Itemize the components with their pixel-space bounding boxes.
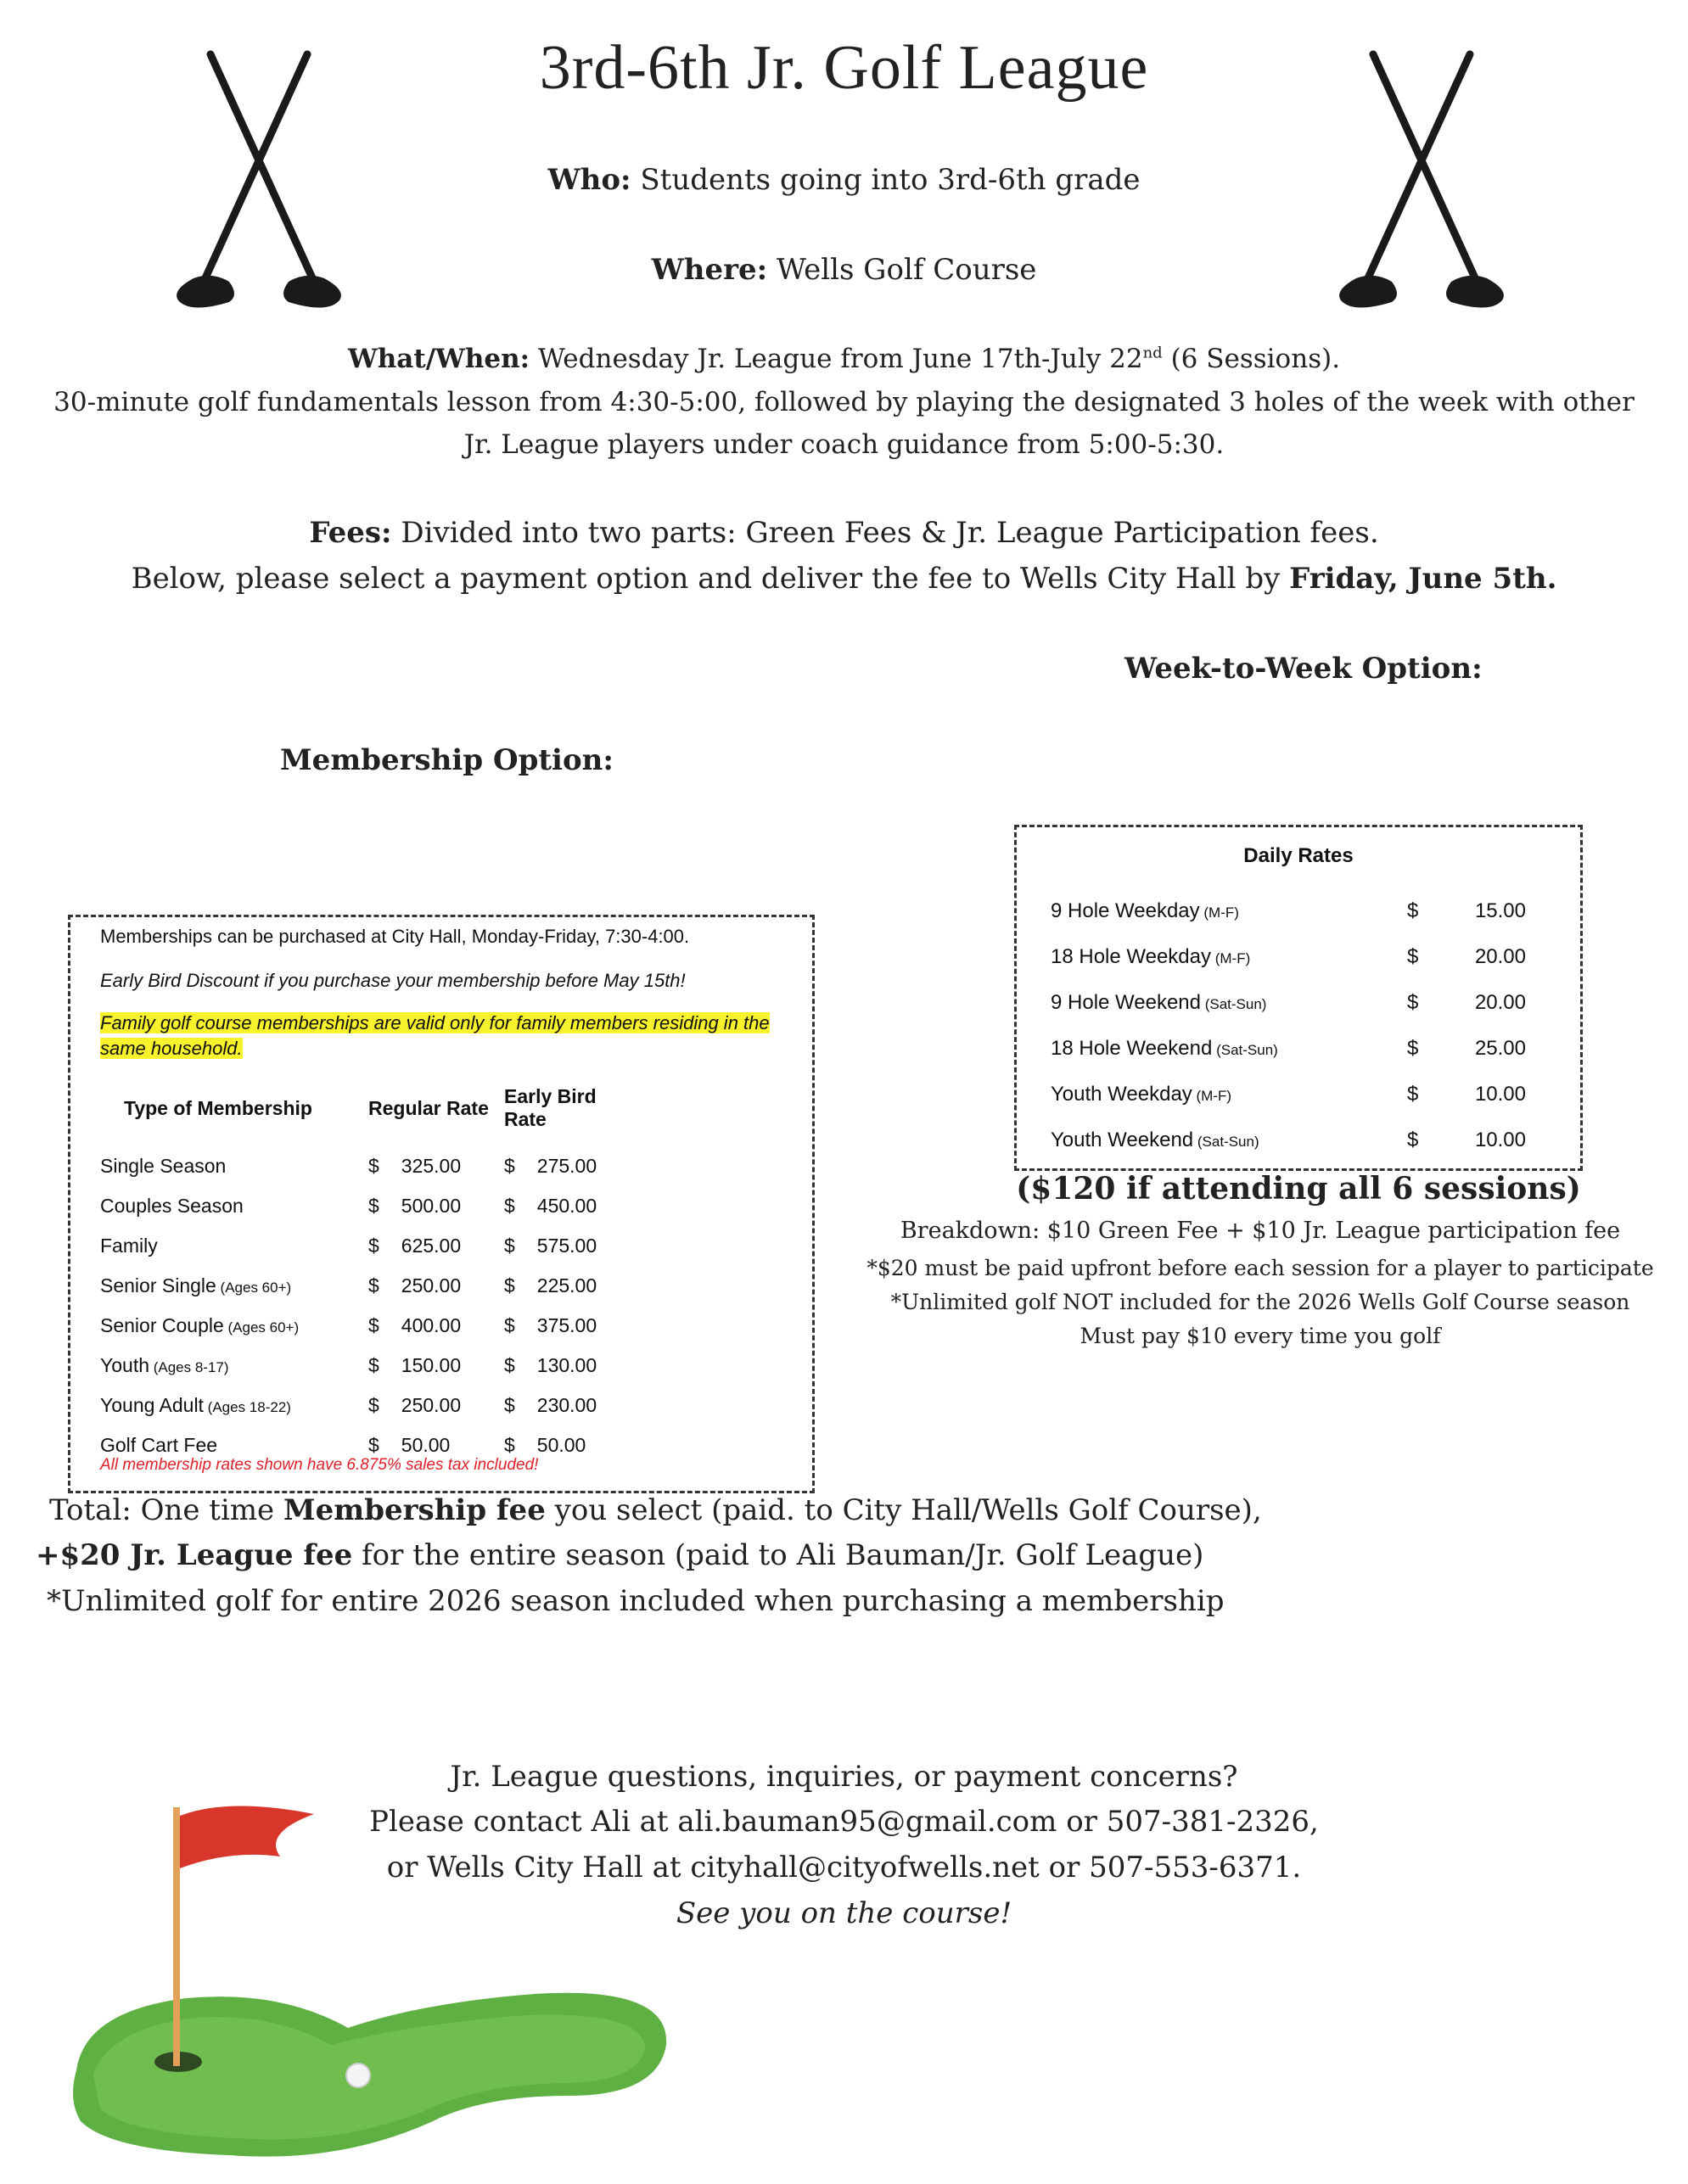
membership-type-name: Young Adult [100,1394,204,1416]
regular-rate-value: 500.00 [401,1195,462,1217]
membership-total-bold: Membership fee [283,1493,546,1527]
daily-rate-days: (Sat-Sun) [1212,1042,1278,1058]
currency-symbol: $ [504,1195,515,1217]
membership-type [100,1186,368,1226]
early-rate-value: 375.00 [536,1314,597,1336]
where-line [0,253,1688,287]
membership-type-name: Couples Season [100,1195,244,1217]
membership-total-line-1 [49,1493,1262,1527]
fees-text: Divided into two parts: Green Fees & Jr. League Participation fees. [391,516,1379,550]
currency-symbol: $ [504,1434,515,1456]
currency-symbol: $ [504,1235,515,1257]
regular-rate-value: 400.00 [401,1314,462,1336]
membership-heading: Membership Option: [280,743,614,777]
early-rate [504,1266,643,1306]
membership-type-name: Family [100,1235,158,1257]
membership-type [100,1386,368,1425]
what-label: What/When: [347,344,530,374]
col-early: Early Bird Rate [504,1085,597,1130]
early-rate-value: 450.00 [536,1195,597,1217]
early-rate [504,1146,643,1186]
fees-line-2 [0,562,1688,596]
daily-rate-name [1051,888,1407,934]
regular-rate [368,1186,504,1226]
daily-rate-row [1051,980,1543,1026]
membership-type-note: (Ages 8-17) [149,1359,229,1375]
membership-type-name: Golf Cart Fee [100,1434,218,1456]
regular-rate-value: 625.00 [401,1235,462,1257]
daily-rate-name [1051,1072,1407,1117]
membership-intro: Memberships can be purchased at City Hall, Monday-Friday, 7:30-4:00. [100,926,690,947]
daily-rate-price: 10.00 [1474,1128,1526,1151]
membership-type [100,1266,368,1306]
membership-row [100,1346,643,1386]
daily-rate-days: (M-F) [1211,950,1251,966]
fees-line-2-text: Below, please select a payment option and deliver the fee to Wells City Hall by [131,562,1290,596]
regular-rate-value: 325.00 [401,1155,462,1177]
regular-rate-value: 250.00 [401,1394,462,1416]
membership-type [100,1146,368,1186]
daily-rates-box [1014,825,1583,1171]
membership-type-note: (Ages 18-22) [203,1399,291,1415]
membership-total-line-2 [36,1538,1203,1572]
contact-line-3: or Wells City Hall at cityhall@cityofwells.net or 507-553-6371. [386,1851,1302,1884]
daily-rate-days: (Sat-Sun) [1201,996,1267,1012]
fees-label: Fees: [309,516,392,550]
family-note [100,1011,770,1061]
daily-currency: $ [1407,1128,1419,1151]
daily-rate-price: 25.00 [1474,1037,1526,1060]
what-text-end: (6 Sessions). [1162,344,1341,374]
week-breakdown: Breakdown: $10 Green Fee + $10 Jr. League participation fee [900,1218,1621,1244]
week-unlimited-note: *Unlimited golf NOT included for the 2026 Wells Golf Course season [890,1290,1630,1314]
where-text: Wells Golf Course [767,253,1037,287]
early-rate [504,1306,643,1346]
early-rate [504,1186,643,1226]
daily-currency: $ [1407,899,1419,922]
currency-symbol: $ [368,1195,379,1217]
early-rate-value: 50.00 [536,1434,586,1456]
early-bird-note: Early Bird Discount if you purchase your membership before May 15th! [100,970,686,991]
daily-rate-row [1051,934,1543,980]
currency-symbol: $ [504,1274,515,1296]
regular-rate-value: 250.00 [401,1274,462,1296]
fees-line [0,516,1688,550]
putting-green-flag-icon [59,1790,687,2164]
membership-type [100,1306,368,1346]
membership-type [100,1346,368,1386]
league-fee-text: for the entire season (paid to Ali Bauman/Jr. Golf League) [352,1538,1204,1572]
membership-row [100,1146,643,1186]
daily-rate-name [1051,934,1407,980]
daily-rate-row [1051,1117,1543,1163]
daily-rate-row [1051,888,1543,934]
daily-rate-name [1051,1117,1407,1163]
early-rate-value: 275.00 [536,1155,597,1177]
daily-rate-label: Youth Weekend [1051,1128,1194,1151]
membership-total-line-3: *Unlimited golf for entire 2026 season included when purchasing a membership [47,1584,1225,1618]
early-rate [504,1386,643,1425]
currency-symbol: $ [368,1434,379,1456]
early-rate [504,1346,643,1386]
week-total: ($120 if attending all 6 sessions) [1016,1171,1581,1207]
currency-symbol: $ [368,1235,379,1257]
daily-rate-row [1051,1026,1543,1072]
early-rate-value: 230.00 [536,1394,597,1416]
week-upfront-note: *$20 must be paid upfront before each session for a player to participate [866,1256,1654,1280]
daily-rate-label: Youth Weekday [1051,1083,1192,1106]
early-rate [504,1226,643,1266]
daily-rate-label: 18 Hole Weekend [1051,1037,1213,1060]
early-rate-value: 225.00 [536,1274,597,1296]
what-sup: nd [1142,344,1163,362]
daily-currency: $ [1407,945,1419,968]
daily-rate-days: (Sat-Sun) [1193,1134,1259,1150]
col-type: Type of Membership [124,1096,312,1119]
daily-rate-days: (M-F) [1192,1088,1232,1104]
membership-total-text: Total: One time [49,1493,283,1527]
regular-rate [368,1306,504,1346]
currency-symbol: $ [368,1155,379,1177]
page-title: 3rd-6th Jr. Golf League [539,33,1149,103]
membership-type-name: Youth [100,1354,149,1376]
family-note-line-2: same household. [100,1038,243,1059]
membership-rates-box [68,915,815,1493]
col-regular: Regular Rate [368,1096,489,1119]
membership-type-note: (Ages 60+) [223,1319,300,1336]
membership-row [100,1386,643,1425]
currency-symbol: $ [368,1274,379,1296]
currency-symbol: $ [368,1394,379,1416]
daily-rate-name [1051,980,1407,1026]
membership-row [100,1306,643,1346]
regular-rate [368,1226,504,1266]
daily-currency: $ [1407,1037,1419,1060]
currency-symbol: $ [504,1394,515,1416]
daily-rate-price: 20.00 [1474,945,1526,968]
membership-table-header [100,1085,643,1146]
membership-row [100,1226,643,1266]
daily-rates-table [1051,888,1543,1163]
daily-rate-label: 18 Hole Weekday [1051,945,1211,968]
daily-rate-row [1051,1072,1543,1117]
daily-rate-label: 9 Hole Weekend [1051,991,1201,1014]
currency-symbol: $ [504,1155,515,1177]
family-note-line-1: Family golf course memberships are valid only for family members residing in the [100,1012,770,1033]
daily-currency: $ [1407,991,1419,1014]
league-fee-bold: +$20 Jr. League fee [36,1538,353,1572]
where-label: Where: [651,253,768,287]
membership-row [100,1186,643,1226]
daily-rate-price: 15.00 [1474,899,1526,922]
regular-rate [368,1346,504,1386]
early-rate-value: 575.00 [536,1235,597,1257]
contact-line-1: Jr. League questions, inquiries, or payment concerns? [450,1760,1238,1794]
regular-rate [368,1386,504,1425]
membership-type-name: Senior Couple [100,1314,224,1336]
daily-rate-label: 9 Hole Weekday [1051,899,1200,922]
membership-total-text-end: you select (paid. to City Hall/Wells Golf Course), [545,1493,1262,1527]
membership-type-name: Senior Single [100,1274,216,1296]
who-text: Students going into 3rd-6th grade [631,163,1141,197]
membership-table [100,1085,643,1465]
currency-symbol: $ [368,1354,379,1376]
tax-note: All membership rates shown have 6.875% sales tax included! [100,1456,539,1474]
membership-type [100,1226,368,1266]
regular-rate [368,1146,504,1186]
daily-rate-price: 10.00 [1474,1083,1526,1106]
contact-signoff: See you on the course! [676,1896,1012,1930]
who-line [0,163,1688,197]
early-rate-value: 130.00 [536,1354,597,1376]
what-text: Wednesday Jr. League from June 17th-July 22 [530,344,1143,374]
currency-symbol: $ [368,1314,379,1336]
membership-type-note: (Ages 60+) [216,1280,292,1296]
daily-rate-price: 20.00 [1474,991,1526,1014]
membership-row [100,1266,643,1306]
regular-rate-value: 150.00 [401,1354,462,1376]
daily-currency: $ [1407,1083,1419,1106]
daily-rate-name [1051,1026,1407,1072]
daily-rates-title: Daily Rates [1243,844,1354,867]
regular-rate [368,1266,504,1306]
fees-deadline: Friday, June 5th. [1289,562,1557,596]
who-label: Who: [547,163,631,197]
currency-symbol: $ [504,1314,515,1336]
what-line-3: Jr. League players under coach guidance from 5:00-5:30. [463,429,1225,460]
week-heading: Week-to-Week Option: [1124,652,1483,686]
what-line [0,344,1688,374]
contact-line-2: Please contact Ali at ali.bauman95@gmail.com or 507-381-2326, [369,1805,1319,1839]
regular-rate-value: 50.00 [401,1434,451,1456]
what-line-2: 30-minute golf fundamentals lesson from 4:30-5:00, followed by playing the designated 3 holes of the week with other [53,387,1635,417]
week-pay-note: Must pay $10 every time you golf [1080,1324,1441,1348]
daily-rate-days: (M-F) [1199,904,1239,921]
membership-type-name: Single Season [100,1155,227,1177]
currency-symbol: $ [504,1354,515,1376]
